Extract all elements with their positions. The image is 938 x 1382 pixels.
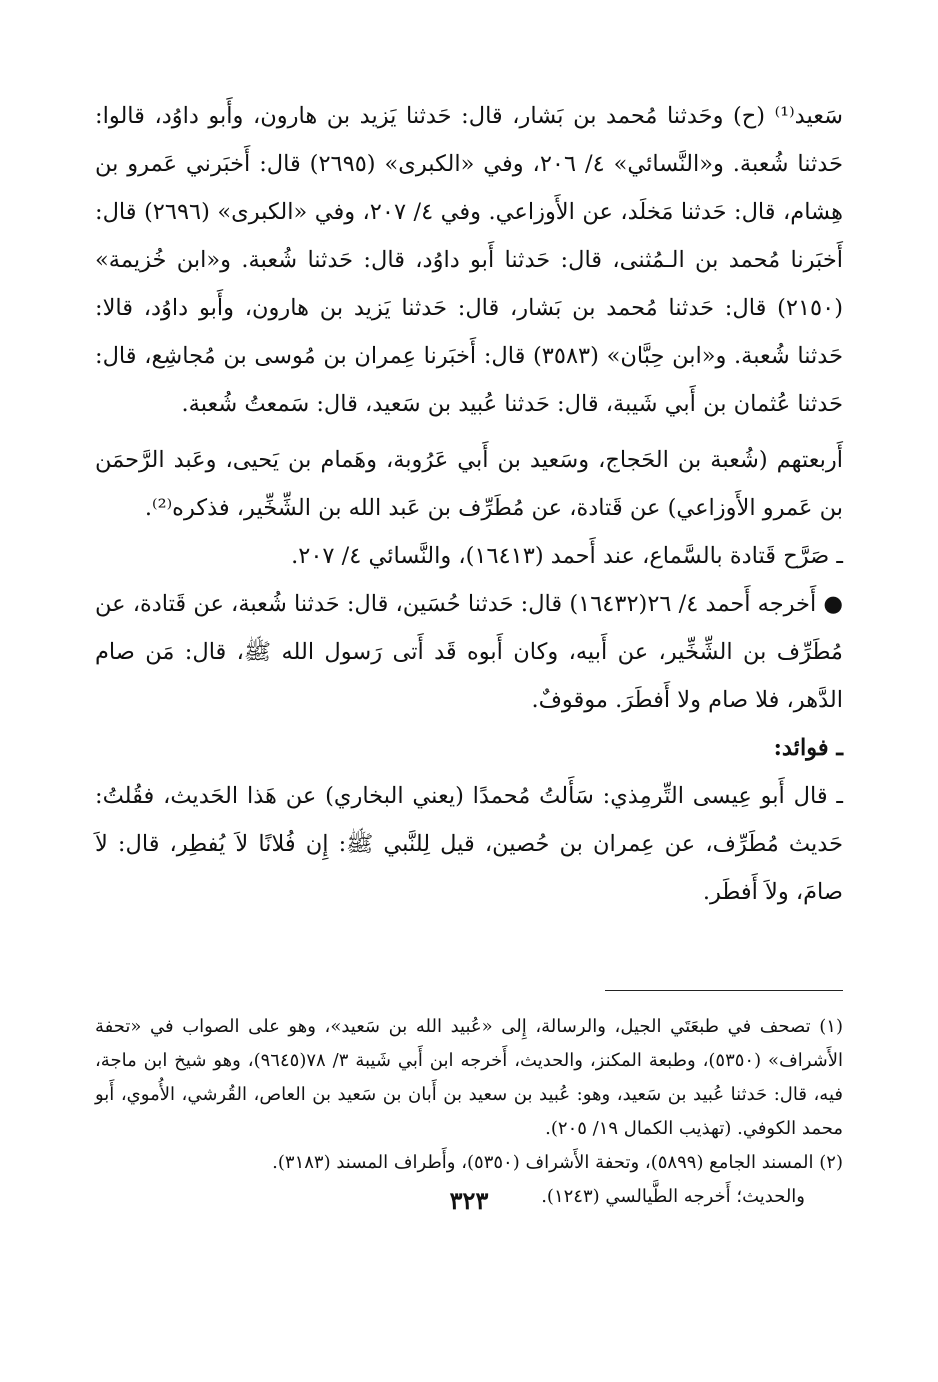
main-text [95, 92, 843, 916]
footnote-separator [605, 990, 843, 991]
footnote-2: (٢) المسند الجامع (٥٨٩٩)، وتحفة الأَشراف (٥٣٥٠)، وأَطراف المسند (٣١٨٣). [272, 1152, 843, 1173]
paragraph-ahmad-narration: ● أَخرجه أَحمد ٤/ ٢٦(١٦٤٣٢) قال: حَدثنا حُسَين، قال: حَدثنا شُعبة، عن قَتادة، عن مُطَرِّف بن الشِّخِّير، عن أَبيه، وكان أَبوه قَد أَتى رَسول الله ﷺ، قال: مَن صام الدَّهر، فلا صام ولا أَفطَرَ. موقوفٌ. [95, 591, 843, 713]
section-heading-benefits: ـ فوائد: [773, 735, 843, 761]
paragraph-four-narrators: أَربعتهم (شُعبة بن الحَجاج، وسَعيد بن أَبي عَرُوبة، وهَمام بن يَحيى، وعَبد الرَّحمَن بن عَمرو الأَوزاعي) عن قَتادة، عن مُطَرِّف بن عَبد الله بن الشِّخِّير، فذكره⁽²⁾. [95, 447, 843, 521]
paragraph-tirmidhi-note: ـ قال أَبو عِيسى التِّرمِذي: سَأَلتُ مُحمدًا (يعني البخاري) عن هَذا الحَديث، فقُلتُ: حَديث مُطَرِّف، عن عِمران بن حُصين، قيل لِلنَّبي ﷺ: إِن فُلانًا لاَ يُفطِر، قال: لاَ صامَ، ولاَ أَفطَر. [95, 783, 843, 905]
page-number: ٣٢٣ [449, 1186, 489, 1215]
footnote-2-continuation: والحديث؛ أَخرجه الطَّيالسي (١٢٤٣). [541, 1186, 805, 1207]
footnote-1: (١) تصحف في طبعَتَي الجيل، والرسالة، إِلى «عُبيد الله بن سَعيد»، وهو على الصواب في «تحفة الأَشراف» (٥٣٥٠)، وطبعة المكنز، والحديث، أَخرجه ابن أَبي شَيبة ٣/ ٧٨(٩٦٤٥)، وهو شيخ ابن ماجة، فيه، قال: حَدثنا عُبيد بن سَعيد، وهو: عُبيد بن سعيد بن أَبان بن سَعيد بن العاص، القُرشي، الأُموي، أَبو محمد الكوفي. (تهذيب الكمال ١٩/ ٢٠٥). [95, 1016, 844, 1139]
paragraph-qatada-note: ـ صَرَّح قَتادة بالسَّماع، عند أَحمد (١٦٤١٣)، والنَّسائي ٤/ ٢٠٧. [291, 543, 843, 569]
paragraph-isnad-chains: سَعيد⁽¹⁾ (ح) وحَدثنا مُحمد بن بَشار، قال: حَدثنا يَزيد بن هارون، وأَبو داوُد، قالوا: حَدثنا شُعبة. و«النَّسائي» ٤/ ٢٠٦، وفي «الكبرى» (٢٦٩٥) قال: أَخبَرني عَمرو بن هِشام، قال: حَدثنا مَخلَد، عن الأَوزاعي. وفي ٤/ ٢٠٧، وفي «الكبرى» (٢٦٩٦) قال: أَخبَرنا مُحمد بن الـمُثنى، قال: حَدثنا أَبو داوُد، قال: حَدثنا شُعبة. و«ابن خُزيمة» (٢١٥٠) قال: حَدثنا مُحمد بن بَشار، قال: حَدثنا يَزيد بن هارون، وأَبو داوُد، قالا: حَدثنا شُعبة. و«ابن حِبَّان» (٣٥٨٣) قال: أَخبَرنا عِمران بن مُوسى بن مُجاشِع، قال: حَدثنا عُثمان بن أَبي شَيبة، قال: حَدثنا عُبيد بن سَعيد، قال: سَمعتُ شُعبة. [95, 103, 843, 417]
footnotes [95, 1010, 843, 1214]
